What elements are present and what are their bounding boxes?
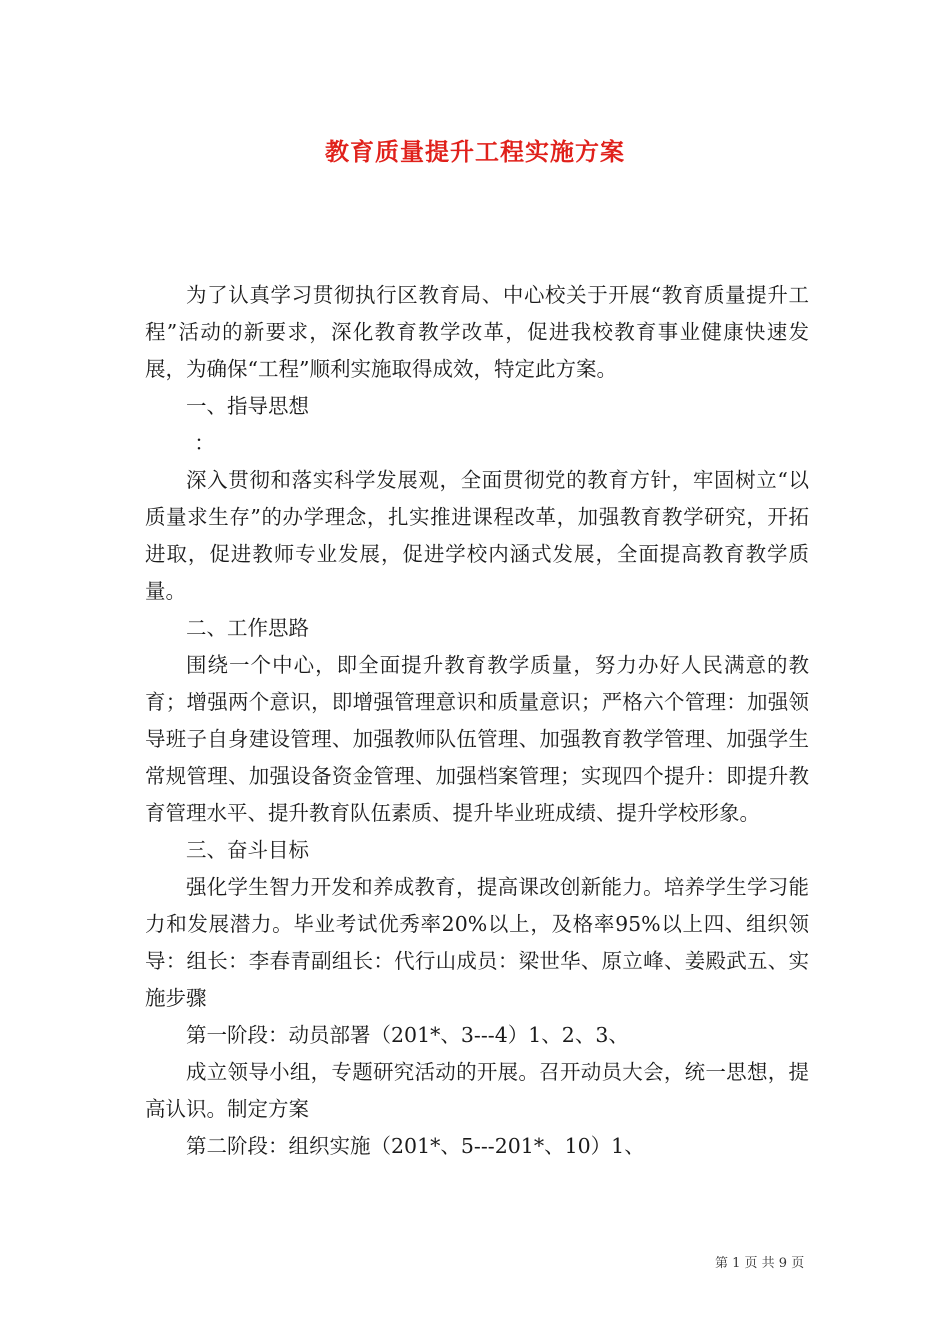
heading-guiding-ideology: 一、指导思想 bbox=[186, 394, 309, 418]
page-title: 教育质量提升工程实施方案 bbox=[325, 137, 625, 166]
document-body bbox=[145, 277, 809, 1165]
paragraph-work-approach: 围绕一个中心，即全面提升教育教学质量，努力办好人民满意的教育；增强两个意识，即增强管理意识和质量意识；严格六个管理：加强领导班子自身建设管理、加强教师队伍管理、加强教育教学管理、加强学生常规管理、加强设备资金管理、加强档案管理；实现四个提升：即提升教育管理水平、提升教育队伍素质、提升毕业班成绩、提升学校形象。 bbox=[145, 653, 809, 825]
page-number: 第 1 页 共 9 页 bbox=[715, 1256, 805, 1271]
paragraph-intro: 为了认真学习贯彻执行区教育局、中心校关于开展“教育质量提升工程”活动的新要求，深化教育教学改革，促进我校教育事业健康快速发展，为确保“工程”顺利实施取得成效，特定此方案。 bbox=[145, 283, 809, 381]
paragraph-goals: 强化学生智力开发和养成教育，提高课改创新能力。培养学生学习能力和发展潜力。毕业考试优秀率20%以上，及格率95%以上四、组织领导：组长：李春青副组长：代行山成员：梁世华、原立峰、姜殿武五、实施步骤 bbox=[145, 875, 809, 1010]
paragraph-stage-two: 第二阶段：组织实施（201*、5---201*、10）1、 bbox=[186, 1134, 645, 1158]
paragraph-stage-one: 第一阶段：动员部署（201*、3---4）1、2、3、 bbox=[186, 1023, 629, 1047]
heading-goals: 三、奋斗目标 bbox=[186, 838, 309, 862]
paragraph-guiding-ideology: 深入贯彻和落实科学发展观，全面贯彻党的教育方针，牢固树立“以质量求生存”的办学理念，扎实推进课程改革，加强教育教学研究，开拓进取，促进教师专业发展，促进学校内涵式发展，全面提高教育教学质量。 bbox=[145, 468, 809, 603]
paragraph-colon: ： bbox=[194, 431, 215, 455]
paragraph-stage-one-detail: 成立领导小组，专题研究活动的开展。召开动员大会，统一思想，提高认识。制定方案 bbox=[145, 1060, 809, 1121]
heading-work-approach: 二、工作思路 bbox=[186, 616, 309, 640]
